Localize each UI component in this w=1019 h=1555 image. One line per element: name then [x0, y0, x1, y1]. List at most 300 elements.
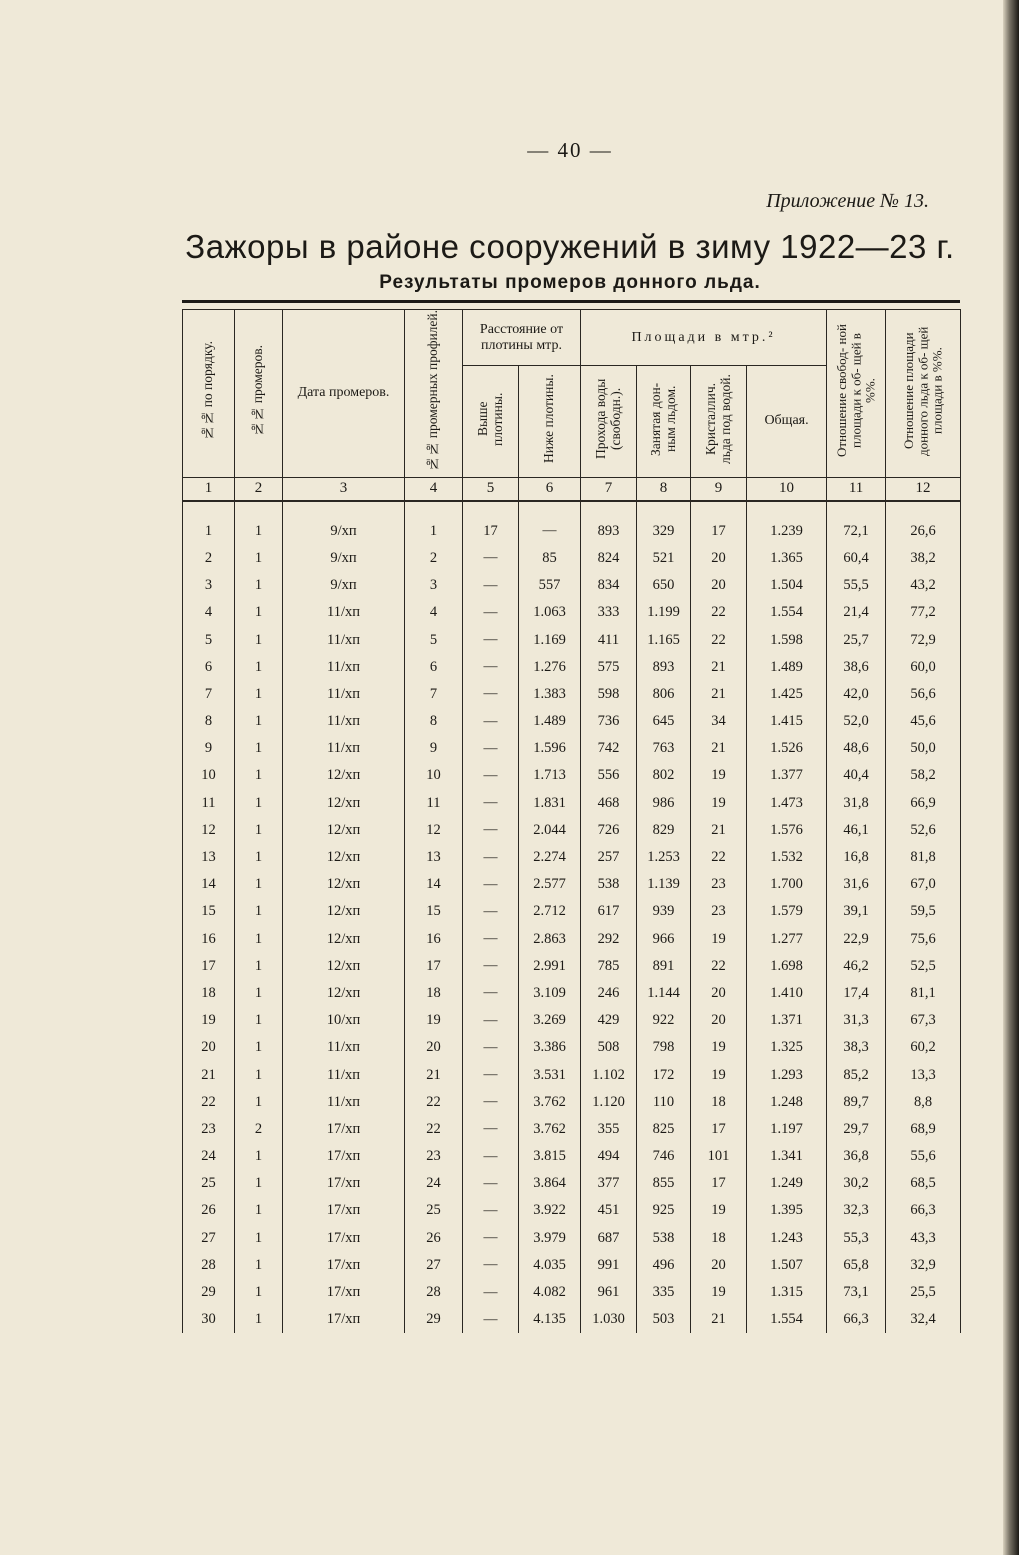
table-cell: 85 [519, 545, 581, 572]
table-cell: 25 [405, 1197, 463, 1224]
table-cell: 411 [581, 626, 637, 653]
table-cell: 4 [405, 599, 463, 626]
table-cell: 1 [235, 953, 283, 980]
table-cell: 22 [405, 1089, 463, 1116]
table-cell: 2.863 [519, 925, 581, 952]
table-cell: 21 [691, 735, 747, 762]
table-cell: 23 [405, 1143, 463, 1170]
table-cell: 508 [581, 1034, 637, 1061]
table-cell: 68,9 [886, 1116, 961, 1143]
table-cell: — [463, 1143, 519, 1170]
table-cell: 28 [183, 1252, 235, 1279]
table-cell: 26 [405, 1225, 463, 1252]
table-cell: 1.239 [747, 518, 827, 545]
table-cell: 329 [637, 518, 691, 545]
table-cell: 496 [637, 1252, 691, 1279]
table-cell: — [519, 518, 581, 545]
table-cell: 21 [691, 1306, 747, 1333]
table-cell: 72,1 [827, 518, 886, 545]
table-cell: 1.598 [747, 626, 827, 653]
table-cell: 1.169 [519, 626, 581, 653]
table-cell: 12/xп [283, 980, 405, 1007]
table-cell: — [463, 1225, 519, 1252]
table-cell: 3 [405, 572, 463, 599]
table-cell: 2 [235, 1116, 283, 1143]
table-cell: 11/xп [283, 626, 405, 653]
table-row [183, 654, 961, 681]
table-cell: 1 [235, 1306, 283, 1333]
table-cell: 1.276 [519, 654, 581, 681]
table-row [183, 898, 961, 925]
table-cell: — [463, 599, 519, 626]
table-cell: — [463, 1034, 519, 1061]
table-cell: 11/xп [283, 599, 405, 626]
table-cell: 21 [691, 817, 747, 844]
table-cell: 1 [235, 844, 283, 871]
table-cell: 1.199 [637, 599, 691, 626]
table-cell: 60,4 [827, 545, 886, 572]
table-cell: 13 [183, 844, 235, 871]
table-cell: 28 [405, 1279, 463, 1306]
table-cell: 26 [183, 1197, 235, 1224]
table-cell: 10/xп [283, 1007, 405, 1034]
table-cell: 1.102 [581, 1061, 637, 1088]
table-cell: 55,5 [827, 572, 886, 599]
table-cell: 8,8 [886, 1089, 961, 1116]
table-cell: 68,5 [886, 1170, 961, 1197]
table-cell: 1.831 [519, 790, 581, 817]
table-cell: 246 [581, 980, 637, 1007]
table-cell: 939 [637, 898, 691, 925]
table-row [183, 871, 961, 898]
table-cell: 101 [691, 1143, 747, 1170]
table-cell: 3.762 [519, 1116, 581, 1143]
table-cell: 31,3 [827, 1007, 886, 1034]
table-cell: 13 [405, 844, 463, 871]
table-cell: 14 [405, 871, 463, 898]
table-cell: 22,9 [827, 925, 886, 952]
table-cell: 23 [691, 898, 747, 925]
table-cell: 1.197 [747, 1116, 827, 1143]
table-cell: 736 [581, 708, 637, 735]
table-cell: 991 [581, 1252, 637, 1279]
table-cell: 46,1 [827, 817, 886, 844]
table-cell: 494 [581, 1143, 637, 1170]
table-cell: 20 [691, 1007, 747, 1034]
table-cell: 598 [581, 681, 637, 708]
table-cell: 17/xп [283, 1306, 405, 1333]
table-cell: 24 [183, 1143, 235, 1170]
table-cell: 9/xп [283, 518, 405, 545]
table-cell: 3 [183, 572, 235, 599]
page-number: — 40 — [527, 138, 613, 162]
table-cell: 11/xп [283, 1089, 405, 1116]
table-cell: 43,3 [886, 1225, 961, 1252]
table-cell: 1 [235, 871, 283, 898]
table-cell: — [463, 925, 519, 952]
table-cell: 17 [691, 518, 747, 545]
table-cell: 11 [405, 790, 463, 817]
table-cell: 893 [581, 518, 637, 545]
column-number: 11 [827, 477, 886, 501]
table-cell: — [463, 762, 519, 789]
table-cell: 1 [235, 654, 283, 681]
table-cell: 1 [235, 817, 283, 844]
table-cell: 17/xп [283, 1252, 405, 1279]
table-cell: 30 [183, 1306, 235, 1333]
table-cell: 1 [235, 1143, 283, 1170]
table-cell: — [463, 626, 519, 653]
table-cell: 20 [183, 1034, 235, 1061]
table-cell: 23 [183, 1116, 235, 1143]
table-cell: 29 [183, 1279, 235, 1306]
table-cell: 1.504 [747, 572, 827, 599]
table-cell: 12/xп [283, 817, 405, 844]
table-cell: 1.377 [747, 762, 827, 789]
table-cell: 1 [235, 1197, 283, 1224]
table-row [183, 790, 961, 817]
table-cell: 22 [691, 599, 747, 626]
table-cell: 23 [691, 871, 747, 898]
header-col11: Отношение свобод- ной площади к об- щей в %%. [827, 310, 886, 478]
table-cell: 257 [581, 844, 637, 871]
table-row [183, 1061, 961, 1088]
table-cell: 1.698 [747, 953, 827, 980]
table-cell: 32,9 [886, 1252, 961, 1279]
table-cell: 1.415 [747, 708, 827, 735]
appendix-label: Приложение № 13. [766, 190, 929, 212]
table-cell: 25 [183, 1170, 235, 1197]
table-row [183, 1306, 961, 1333]
table-cell: — [463, 681, 519, 708]
table-cell: 17/xп [283, 1279, 405, 1306]
table-cell: 1.532 [747, 844, 827, 871]
table-cell: 925 [637, 1197, 691, 1224]
table-cell: 742 [581, 735, 637, 762]
table-cell: 20 [691, 572, 747, 599]
table-cell: 17,4 [827, 980, 886, 1007]
table-cell: 12/xп [283, 898, 405, 925]
table-cell: 521 [637, 545, 691, 572]
table-cell: 6 [183, 654, 235, 681]
table-cell: 1 [235, 735, 283, 762]
table-row [183, 1034, 961, 1061]
table-cell: 21,4 [827, 599, 886, 626]
table-cell: 798 [637, 1034, 691, 1061]
table-cell: 1 [235, 898, 283, 925]
table-cell: 12/xп [283, 762, 405, 789]
table-cell: 1.063 [519, 599, 581, 626]
table-row [183, 925, 961, 952]
table-cell: 25,5 [886, 1279, 961, 1306]
table-cell: 1.579 [747, 898, 827, 925]
table-cell: 18 [691, 1225, 747, 1252]
column-number: 4 [405, 477, 463, 501]
table-cell: 59,5 [886, 898, 961, 925]
table-cell: 20 [405, 1034, 463, 1061]
table-row [183, 1089, 961, 1116]
table-cell: 21 [691, 681, 747, 708]
table-cell: 1.554 [747, 1306, 827, 1333]
table-cell: 39,1 [827, 898, 886, 925]
header-group-distance: Расстояние от плотины мтр. [463, 310, 581, 366]
table-cell: 32,4 [886, 1306, 961, 1333]
table-cell: 17 [405, 953, 463, 980]
header-col7: Прохода воды (свободн.). [581, 366, 637, 477]
table-cell: 1.243 [747, 1225, 827, 1252]
table-cell: 38,6 [827, 654, 886, 681]
table-cell: — [463, 871, 519, 898]
table-cell: 1.341 [747, 1143, 827, 1170]
table-cell: 38,3 [827, 1034, 886, 1061]
table-cell: 22 [405, 1116, 463, 1143]
table-cell: 3.762 [519, 1089, 581, 1116]
table-row [183, 1143, 961, 1170]
table-cell: 1.489 [747, 654, 827, 681]
table-cell: 19 [691, 925, 747, 952]
table-cell: 824 [581, 545, 637, 572]
table-cell: 30,2 [827, 1170, 886, 1197]
table-cell: 377 [581, 1170, 637, 1197]
table-cell: 451 [581, 1197, 637, 1224]
table-cell: 829 [637, 817, 691, 844]
table-cell: 687 [581, 1225, 637, 1252]
table-cell: 1.473 [747, 790, 827, 817]
table-cell: 1.248 [747, 1089, 827, 1116]
table-cell: 22 [691, 953, 747, 980]
table-cell: 429 [581, 1007, 637, 1034]
table-cell: 18 [183, 980, 235, 1007]
table-cell: 19 [405, 1007, 463, 1034]
table-cell: 1.576 [747, 817, 827, 844]
table-cell: 38,2 [886, 545, 961, 572]
table-cell: — [463, 735, 519, 762]
table-cell: 72,9 [886, 626, 961, 653]
column-number: 7 [581, 477, 637, 501]
table-cell: 1 [405, 518, 463, 545]
table-cell: 1.315 [747, 1279, 827, 1306]
table-cell: 1.293 [747, 1061, 827, 1088]
table-cell: 9/xп [283, 545, 405, 572]
table-row [183, 980, 961, 1007]
table-cell: 1.713 [519, 762, 581, 789]
table-cell: 575 [581, 654, 637, 681]
table-cell: 25,7 [827, 626, 886, 653]
table-cell: 1.410 [747, 980, 827, 1007]
header-col3: Дата промеров. [283, 310, 405, 478]
table-cell: 1.395 [747, 1197, 827, 1224]
table-cell: 1.277 [747, 925, 827, 952]
table-row [183, 1170, 961, 1197]
table-cell: 110 [637, 1089, 691, 1116]
table-cell: 52,5 [886, 953, 961, 980]
table-cell: 1 [235, 925, 283, 952]
table-row [183, 1007, 961, 1034]
column-number: 6 [519, 477, 581, 501]
table-cell: 1.507 [747, 1252, 827, 1279]
table-cell: 56,6 [886, 681, 961, 708]
table-cell: 16 [183, 925, 235, 952]
table-cell: 10 [183, 762, 235, 789]
table-cell: 34 [691, 708, 747, 735]
table-cell: 21 [691, 654, 747, 681]
table-cell: 11/xп [283, 735, 405, 762]
table-cell: 12/xп [283, 953, 405, 980]
table-cell: 1.165 [637, 626, 691, 653]
table-cell: 172 [637, 1061, 691, 1088]
table-cell: 1 [235, 1089, 283, 1116]
table-cell: 7 [183, 681, 235, 708]
table-cell: 24 [405, 1170, 463, 1197]
table-cell: 65,8 [827, 1252, 886, 1279]
table-cell: 8 [405, 708, 463, 735]
table-cell: 5 [183, 626, 235, 653]
table-row [183, 1197, 961, 1224]
table-cell: 66,3 [827, 1306, 886, 1333]
table-cell: 60,2 [886, 1034, 961, 1061]
table-row [183, 1279, 961, 1306]
table-cell: 557 [519, 572, 581, 599]
table-cell: 81,1 [886, 980, 961, 1007]
table-cell: 966 [637, 925, 691, 952]
table-cell: — [463, 1007, 519, 1034]
table-cell: 17/xп [283, 1143, 405, 1170]
table-cell: 19 [691, 762, 747, 789]
table-cell: 52,0 [827, 708, 886, 735]
table-cell: 6 [405, 654, 463, 681]
column-number: 8 [637, 477, 691, 501]
table-cell: 18 [691, 1089, 747, 1116]
table-cell: 8 [183, 708, 235, 735]
table-cell: 1.144 [637, 980, 691, 1007]
table-cell: 17 [463, 518, 519, 545]
table-cell: 1.365 [747, 545, 827, 572]
table-cell: 1.249 [747, 1170, 827, 1197]
table-cell: 1 [235, 1061, 283, 1088]
column-number: 10 [747, 477, 827, 501]
column-number: 12 [886, 477, 961, 501]
table-cell: 1.425 [747, 681, 827, 708]
table-cell: 16 [405, 925, 463, 952]
table-cell: 22 [183, 1089, 235, 1116]
table-cell: 333 [581, 599, 637, 626]
table-cell: 19 [691, 1061, 747, 1088]
table-cell: 31,8 [827, 790, 886, 817]
table-cell: 20 [691, 545, 747, 572]
table-cell: 36,8 [827, 1143, 886, 1170]
table-cell: 11/xп [283, 708, 405, 735]
table-cell: 9 [183, 735, 235, 762]
table-cell: 1 [235, 518, 283, 545]
table-cell: 538 [581, 871, 637, 898]
table-cell: 20 [691, 980, 747, 1007]
table-cell: 55,3 [827, 1225, 886, 1252]
table-cell: 645 [637, 708, 691, 735]
table-cell: 12/xп [283, 925, 405, 952]
table-cell: 21 [405, 1061, 463, 1088]
table-cell: 1 [235, 762, 283, 789]
table-cell: 17 [691, 1170, 747, 1197]
table-cell: 2.991 [519, 953, 581, 980]
table-cell: 66,9 [886, 790, 961, 817]
table-cell: 55,6 [886, 1143, 961, 1170]
table-cell: — [463, 1197, 519, 1224]
table-cell: 75,6 [886, 925, 961, 952]
table-cell: 834 [581, 572, 637, 599]
table-cell: — [463, 980, 519, 1007]
table-cell: — [463, 953, 519, 980]
table-cell: 1 [235, 1279, 283, 1306]
table-cell: — [463, 844, 519, 871]
table-row [183, 1252, 961, 1279]
table-cell: 9/xп [283, 572, 405, 599]
table-cell: 60,0 [886, 654, 961, 681]
page-title: Зажоры в районе сооружений в зиму 1922—23 г. [185, 228, 955, 265]
table-cell: 2 [405, 545, 463, 572]
table-cell: 19 [691, 1197, 747, 1224]
table-cell: 1.253 [637, 844, 691, 871]
table-cell: 20 [691, 1252, 747, 1279]
table-cell: 855 [637, 1170, 691, 1197]
table-cell: 58,2 [886, 762, 961, 789]
table-cell: 12 [183, 817, 235, 844]
table-cell: 73,1 [827, 1279, 886, 1306]
table-cell: 3.109 [519, 980, 581, 1007]
table-cell: 1 [235, 572, 283, 599]
table-row [183, 817, 961, 844]
table-cell: 17 [691, 1116, 747, 1143]
table-cell: 11 [183, 790, 235, 817]
table-cell: 26,6 [886, 518, 961, 545]
table-cell: 81,8 [886, 844, 961, 871]
table-cell: 2.712 [519, 898, 581, 925]
table-cell: 29,7 [827, 1116, 886, 1143]
table-cell: 1 [235, 1007, 283, 1034]
table-cell: 89,7 [827, 1089, 886, 1116]
table-top-rule [182, 300, 960, 303]
table-cell: 12/xп [283, 844, 405, 871]
table-row [183, 762, 961, 789]
table-cell: — [463, 817, 519, 844]
table-row [183, 1225, 961, 1252]
table-cell: 891 [637, 953, 691, 980]
table-cell: — [463, 1089, 519, 1116]
header-group-area: Площади в мтр.² [581, 310, 827, 366]
table-cell: 3.386 [519, 1034, 581, 1061]
table-cell: 1.489 [519, 708, 581, 735]
table-cell: 802 [637, 762, 691, 789]
table-cell: — [463, 898, 519, 925]
table-cell: 11/xп [283, 654, 405, 681]
table-cell: 3.864 [519, 1170, 581, 1197]
table-cell: 67,0 [886, 871, 961, 898]
table-cell: 1 [235, 1252, 283, 1279]
table-cell: 1 [235, 1034, 283, 1061]
header-col4: №№ промерных профилей. [405, 310, 463, 478]
table-cell: — [463, 1279, 519, 1306]
table-cell: 503 [637, 1306, 691, 1333]
header-col2: №№ промеров. [235, 310, 283, 478]
header-col5: Выше плотины. [463, 366, 519, 477]
table-cell: 2 [183, 545, 235, 572]
table-cell: 1.030 [581, 1306, 637, 1333]
table-cell: 5 [405, 626, 463, 653]
table-cell: 67,3 [886, 1007, 961, 1034]
table-cell: 1 [183, 518, 235, 545]
data-table-container [182, 300, 960, 1333]
table-cell: 3.922 [519, 1197, 581, 1224]
column-number: 1 [183, 477, 235, 501]
